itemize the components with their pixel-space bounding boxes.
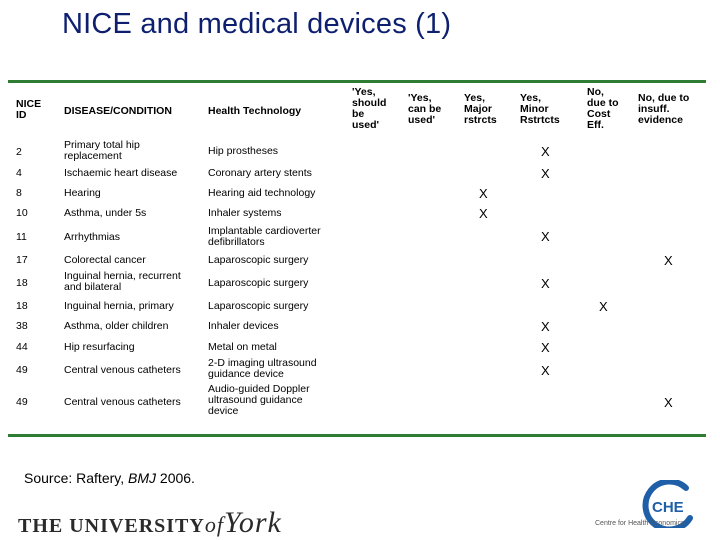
source-journal: BMJ bbox=[128, 470, 157, 486]
table-bottom-rule bbox=[8, 434, 706, 437]
row-technology: Laparoscopic surgery bbox=[208, 277, 309, 289]
page-title: NICE and medical devices (1) bbox=[62, 8, 452, 40]
row-disease: Arrhythmias bbox=[64, 231, 121, 243]
university-of-york-logo bbox=[18, 506, 282, 540]
row-mark: X bbox=[541, 340, 550, 355]
header-yes-can: 'Yes, can be used' bbox=[408, 92, 442, 126]
row-id: 49 bbox=[16, 396, 28, 408]
header-no-evidence: No, due to insuff. evidence bbox=[638, 92, 690, 126]
header-minor: Yes, Minor Rstrtcts bbox=[520, 92, 560, 126]
row-disease: Inguinal hernia, primary bbox=[64, 300, 174, 312]
row-disease: Central venous catheters bbox=[64, 396, 181, 408]
row-disease: Inguinal hernia, recurrent and bilateral bbox=[64, 270, 181, 293]
row-mark: X bbox=[541, 144, 550, 159]
row-technology: Hip prostheses bbox=[208, 145, 279, 157]
header-disease: DISEASE/CONDITION bbox=[64, 105, 172, 117]
row-disease: Ischaemic heart disease bbox=[64, 167, 178, 179]
row-technology: Laparoscopic surgery bbox=[208, 254, 309, 266]
logo-of: of bbox=[204, 512, 224, 537]
row-mark: X bbox=[664, 395, 673, 410]
row-technology: Laparoscopic surgery bbox=[208, 300, 309, 312]
row-technology: Hearing aid technology bbox=[208, 187, 316, 199]
row-id: 11 bbox=[16, 231, 27, 243]
row-disease: Hip resurfacing bbox=[64, 341, 135, 353]
row-mark: X bbox=[479, 186, 488, 201]
row-id: 38 bbox=[16, 320, 28, 332]
row-id: 10 bbox=[16, 207, 28, 219]
row-mark: X bbox=[541, 363, 550, 378]
row-technology: 2-D imaging ultrasound guidance device bbox=[208, 357, 317, 380]
row-disease: Asthma, under 5s bbox=[64, 207, 147, 219]
row-id: 4 bbox=[16, 167, 22, 179]
header-major: Yes, Major rstrcts bbox=[464, 92, 497, 126]
row-mark: X bbox=[664, 253, 673, 268]
row-mark: X bbox=[599, 299, 608, 314]
row-mark: X bbox=[541, 319, 550, 334]
row-id: 2 bbox=[16, 146, 22, 158]
row-id: 18 bbox=[16, 277, 28, 289]
source-suffix: 2006. bbox=[156, 470, 195, 486]
header-technology: Health Technology bbox=[208, 105, 302, 117]
row-disease: Primary total hip replacement bbox=[64, 139, 140, 162]
row-disease: Central venous catheters bbox=[64, 364, 181, 376]
row-id: 18 bbox=[16, 300, 28, 312]
row-technology: Inhaler devices bbox=[208, 320, 279, 332]
row-id: 44 bbox=[16, 341, 28, 353]
row-technology: Implantable cardioverter defibrillators bbox=[208, 225, 321, 248]
row-disease: Hearing bbox=[64, 187, 101, 199]
header-no-cost: No, due to Cost Eff. bbox=[587, 86, 619, 131]
row-technology: Inhaler systems bbox=[208, 207, 282, 219]
table-top-rule bbox=[8, 80, 706, 83]
row-id: 17 bbox=[16, 254, 28, 266]
che-logo-text: CHE bbox=[652, 499, 684, 516]
row-technology: Audio-guided Doppler ultrasound guidance device bbox=[208, 383, 310, 417]
row-mark: X bbox=[541, 166, 550, 181]
row-disease: Asthma, older children bbox=[64, 320, 169, 332]
row-id: 8 bbox=[16, 187, 22, 199]
che-caption: Centre for Health Economics bbox=[595, 520, 685, 527]
header-yes-should: 'Yes, should be used' bbox=[352, 86, 387, 131]
row-mark: X bbox=[541, 276, 550, 291]
row-disease: Colorectal cancer bbox=[64, 254, 146, 266]
row-mark: X bbox=[479, 206, 488, 221]
row-mark: X bbox=[541, 229, 550, 244]
logo-york: York bbox=[223, 506, 282, 539]
row-technology: Coronary artery stents bbox=[208, 167, 312, 179]
source-prefix: Source: Raftery, bbox=[24, 470, 129, 486]
header-nice-id: NICE ID bbox=[16, 98, 42, 121]
row-id: 49 bbox=[16, 364, 28, 376]
source-citation bbox=[24, 470, 195, 486]
logo-the-university: THE UNIVERSITY bbox=[18, 515, 205, 537]
row-technology: Metal on metal bbox=[208, 341, 277, 353]
